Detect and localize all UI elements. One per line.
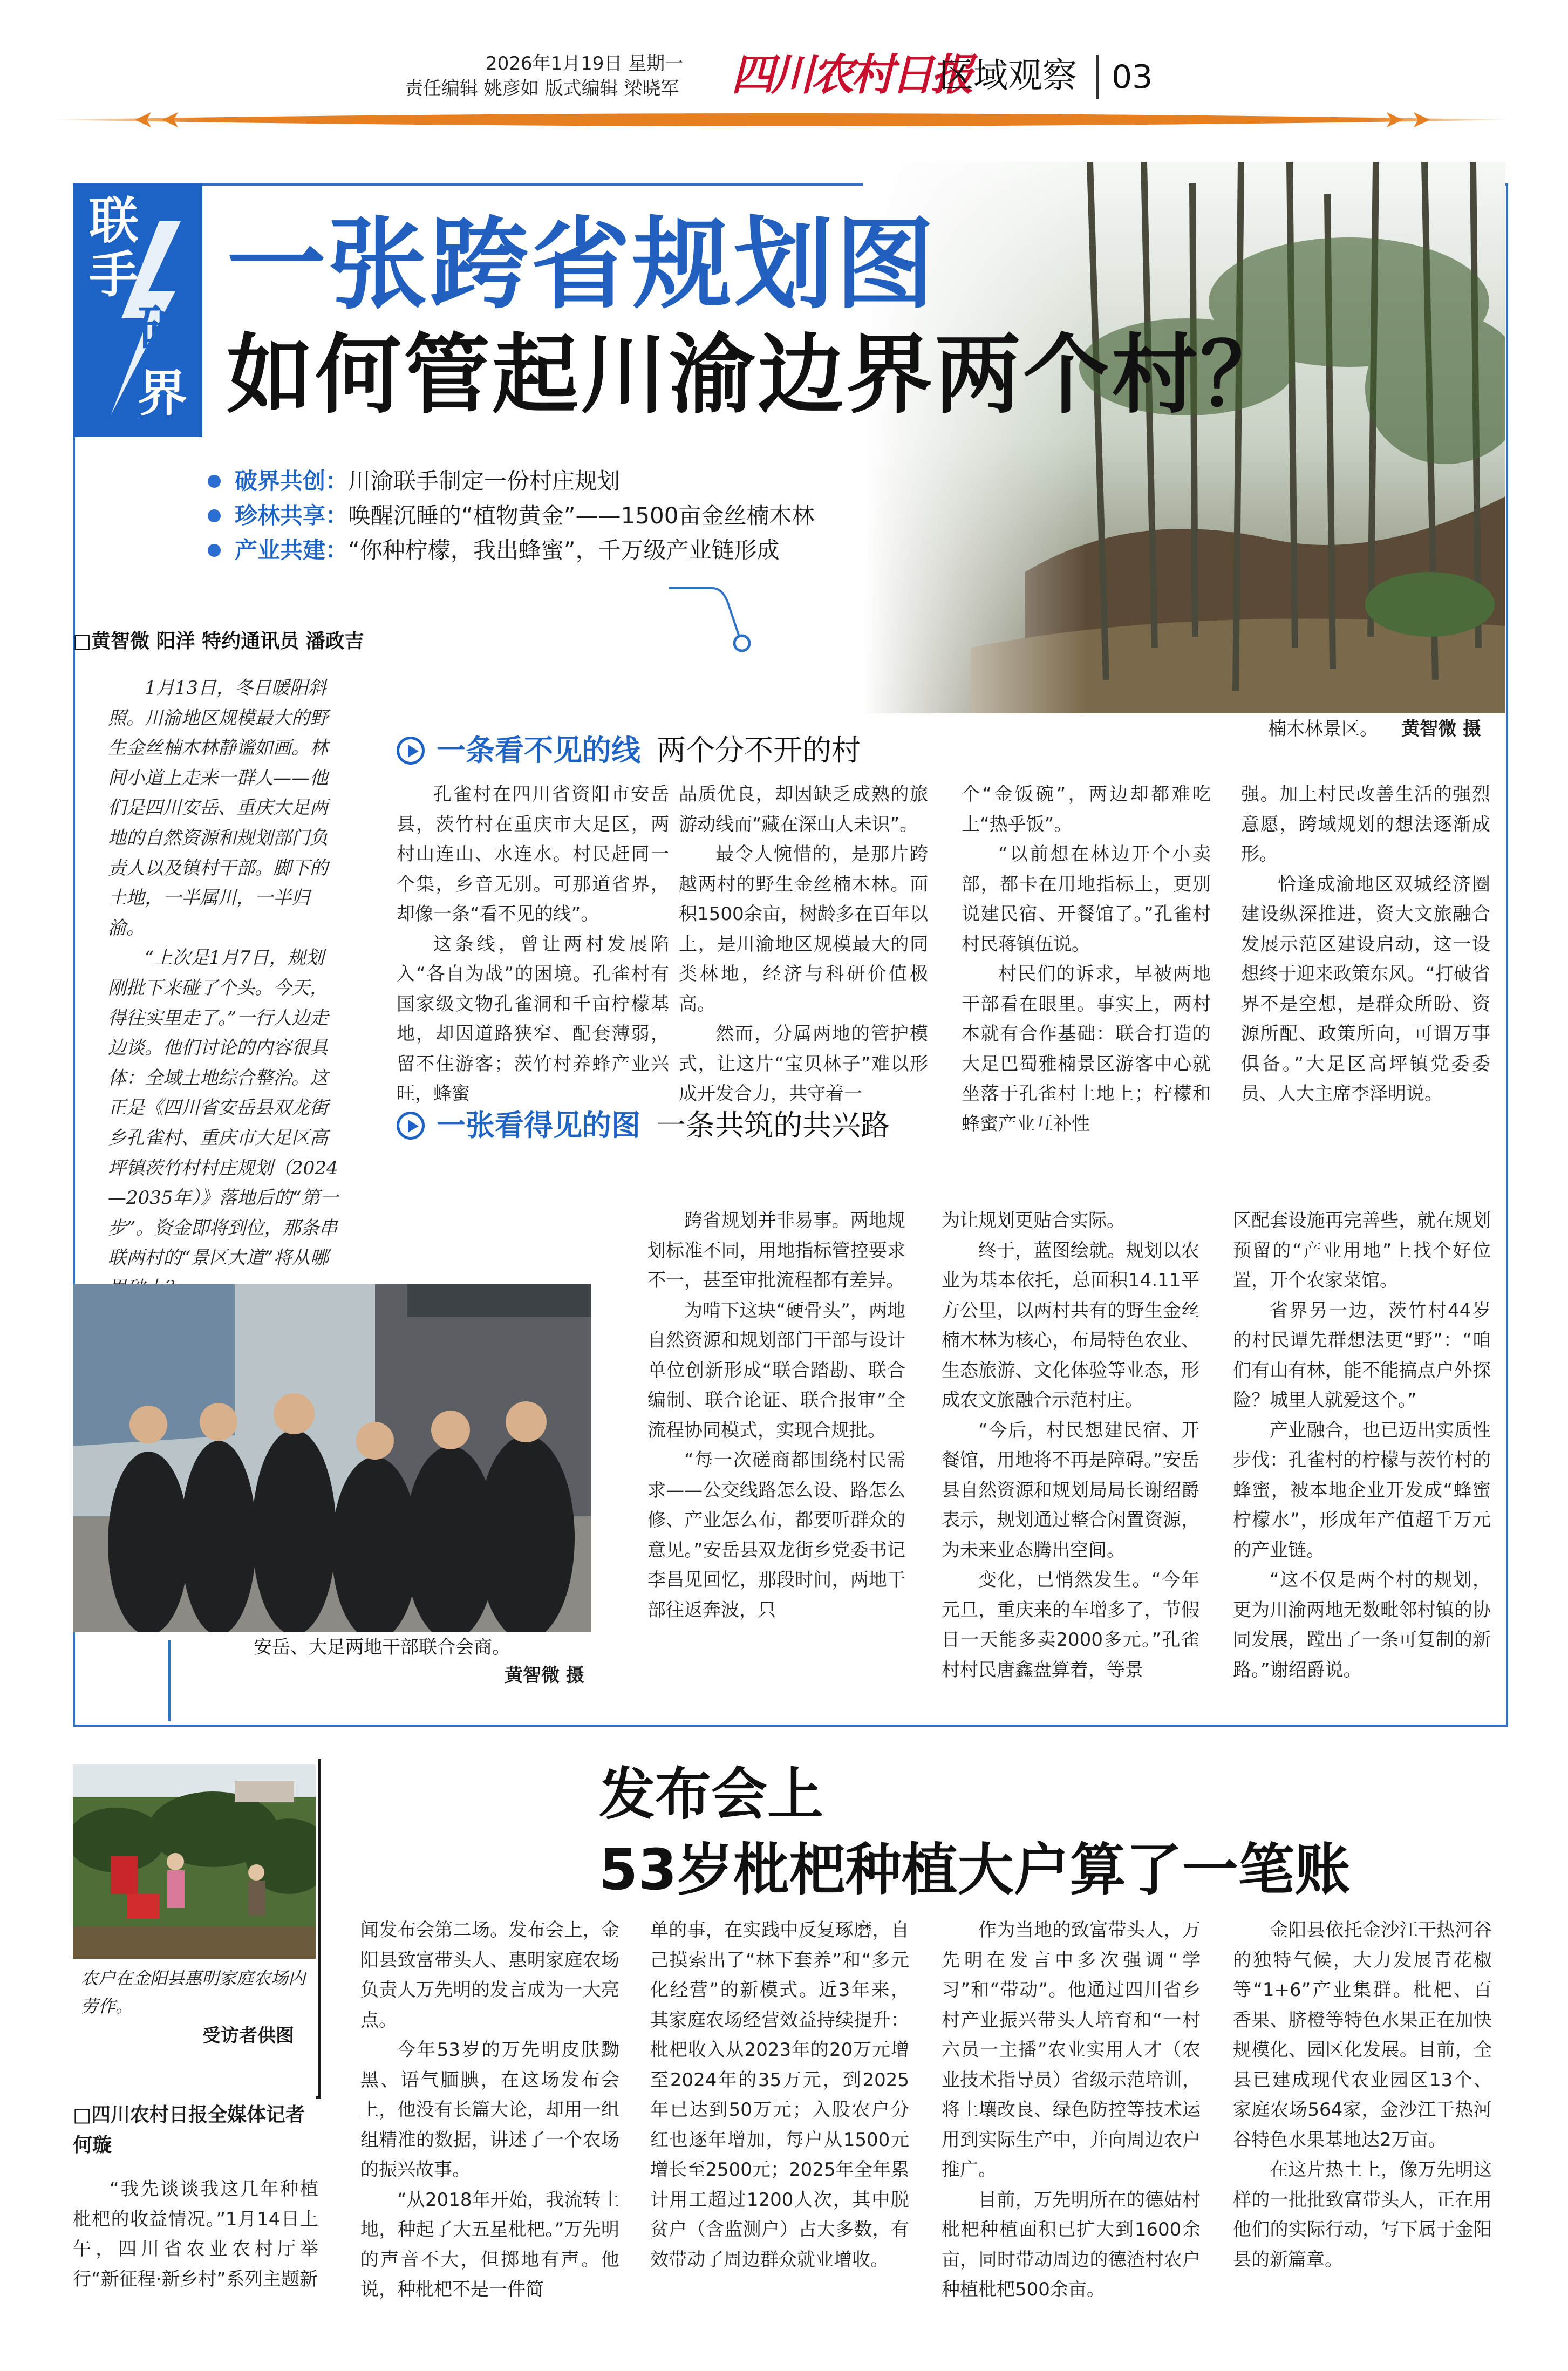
article-column: 金阳县依托金沙江干热河谷的独特气候，大力发展青花椒等“1+6”产业集群。枇杷、百香果、脐橙等特色水果正在加快规模化、园区化发展。目前，全县已建成现代农业园区13个、家庭农场564家，金沙江干热河谷特色水果基地达2万亩。 在这片热土上，像万先明这样的一批批致富带头人，正在用他们的实际行动，写下属于金阳县的新篇章。 (1233, 1919, 1492, 2271)
article-column: 为让规划更贴合实际。 终于，蓝图绘就。规划以农业为基本依托，总面积14.11平方公里，以两村共有的野生金丝楠木林为核心，布局特色农业、生态旅游、文化体验等业态，形成农文旅融合示范村庄。 “今后，村民想建民宿、开餐馆，用地将不再是障碍。”安岳县自然资源和规划局局长谢绍爵表示，规划通过整合闲置资源，为未来业态腾出空间。 变化，已悄然发生。“今年元旦，重庆来的车增多了，节假日一天能多卖2000多元。”孔雀村村民唐鑫盘算着，等景 (942, 1210, 1199, 1681)
article-column: 闻发布会第二场。发布会上，金阳县致富带头人、惠明家庭农场负责人万先明的发言成为一大亮点。 今年53岁的万先明皮肤黝黑、语气腼腆，在这场发布会上，他没有长篇大论，却用一组组精准的数据，讲述了一个农场的振兴故事。 “从2018年开始，我流转土地，种起了大五星枇杷。”万先明的声音不大，但掷地有声。他说，种枇杷不是一件简 (360, 1919, 619, 2300)
frame-connector (168, 1640, 171, 1721)
headline-2-line2: 53岁枇杷种植大户算了一笔账 (599, 1837, 1351, 1903)
article-column: 跨省规划并非易事。两地规划标准不同，用地指标管控要求不一，甚至审批流程都有差异。 为啃下这块“硬骨头”，两地自然资源和规划部门干部与设计单位创新形成“联合踏勘、联合编制、联合论证、联合报审”全流程协同模式，实现合规批。 “每一次磋商都围绕村民需求——公交线路怎么设、路怎么修、产业怎么布，都要听群众的意见。”安岳县双龙街乡党委书记李昌见回忆，那段时间，两地干部往返奔波，只 (647, 1210, 905, 1621)
article-column: 强。加上村民改善生活的强烈意愿，跨域规划的想法逐渐成形。 恰逢成渝地区双城经济圈建设纵深推进，资大文旅融合发展示范区建设启动，这一设想终于迎来政策东风。“打破省界不是空想，是群众所盼、资源所配、政策所向，可谓万事俱备。”大足区高坪镇党委委员、人大主席李泽明说。 (1241, 783, 1490, 1105)
byline-2: □四川农村日报全媒体记者 何璇 (73, 2104, 305, 2156)
headline-line2: 如何管起川渝边界两个村？ (227, 324, 1289, 425)
summary-bullets (208, 464, 814, 568)
issue-date: 2026年1月19日 星期一 (486, 53, 684, 74)
article-column: “我先谈谈我这几年种植枇杷的收益情况。”1月14日上午，四川省农业农村厅举行“新征程·新乡村”系列主题新 (73, 2178, 318, 2290)
summary-bullet: 珍林共享：唤醒沉睡的“植物黄金”——1500亩金丝楠木林 (208, 499, 814, 533)
section-name: 区域观察 (939, 56, 1077, 96)
byline: □黄智微 阳洋 特约通讯员 潘政吉 (73, 630, 364, 652)
article-column: 个“金饭碗”，两边却都难吃上“热乎饭”。 “以前想在林边开个小卖部，都卡在用地指标上，更别说建民宿、开餐馆了。”孔雀村村民蒋镇伍说。 村民们的诉求，早被两地干部看在眼里。事实上，两村本就有合作基础：联合打造的大足巴蜀雅楠景区游客中心就坐落于孔雀村土地上；柠檬和蜂蜜产业互补性 (962, 783, 1211, 1135)
farm-photo (73, 1764, 316, 1959)
play-icon (397, 1112, 425, 1140)
summary-bullet: 破界共创：川渝联手制定一份村庄规划 (208, 464, 814, 499)
series-char: 界 (138, 365, 188, 423)
article-column: 单的事，在实践中反复琢磨，自己摸索出了“林下套养”和“多元化经营”的新模式。近3年来，其家庭农场经营效益持续提升：枇杷收入从2023年的20万元增至2024年的35万元，到2025年已达到50万元；入股农户分红也逐年增加，每户从1500元增长至2500元；2025年全年累计用工超过1200人次，其中脱贫户（含监测户）占大多数，有效带动了周边群众就业增收。 (650, 1919, 909, 2271)
connector-line (669, 583, 863, 669)
series-char: 手 (89, 246, 139, 304)
article-column: 孔雀村在四川省资阳市安岳县，茨竹村在重庆市大足区，两村山连山、水连水。村民赶同一个集，乡音无别。可那道省界，却像一条“看不见的线”。 这条线，曾让两村发展陷入“各自为战”的困境。孔雀村有国家级文物孔雀洞和千亩柠檬基地，却因道路狭窄、配套薄弱，留不住游客；茨竹村养蜂产业兴旺，蜂蜜 (397, 783, 669, 1105)
play-icon (397, 737, 425, 765)
subhead-1: 一条看不见的线 两个分不开的村 (397, 728, 861, 772)
photo-caption: 安岳、大足两地干部联合会商。 (254, 1637, 510, 1658)
meeting-photo (73, 1284, 591, 1632)
photo-credit: 黄智微 摄 (505, 1665, 584, 1686)
headline-2-line1: 发布会上 (599, 1761, 824, 1827)
editors-credit: 责任编辑 姚彦如 版式编辑 梁晓军 (405, 78, 679, 99)
series-char: 联 (89, 192, 139, 250)
article-column: 品质优良，却因缺乏成熟的旅游动线而“藏在深山人未识”。 最令人惋惜的，是那片跨越两村的野生金丝楠木林。面积1500余亩，树龄多在百年以上，是川渝地区规模最大的同类林地，经济与科研价值极高。 然而，分属两地的管护模式，让这片“宝贝林子”难以形成开发合力，共守着一 (679, 783, 928, 1105)
masthead-logo: 四川农村日报 (731, 49, 971, 100)
photo-caption: 楠木林景区。 黄智微 摄 (1268, 718, 1482, 740)
photo-credit: 受访者供图 (202, 2025, 294, 2047)
page-number: 03 (1112, 58, 1153, 96)
subhead-2: 一张看得见的图 一条共筑的共兴路 (397, 1103, 890, 1147)
header-divider (1096, 55, 1099, 99)
headline-line1: 一张跨省规划图 (227, 206, 937, 323)
photo-caption: 农户在金阳县惠明家庭农场内劳作。 (81, 1968, 306, 2016)
article-column: 区配套设施再完善些，就在规划预留的“产业用地”上找个好位置，开个农家菜馆。 省界另一边，茨竹村44岁的村民谭先群想法更“野”：“咱们有山有林，能不能搞点户外探险？城里人就爱这个。” 产业融合，也已迈出实质性步伐：孔雀村的柠檬与茨竹村的蜂蜜，被本地企业开发成“蜂蜜柠檬水”，形成年产值超千万元的产业链。 “这不仅是两个村的规划，更为川渝两地无数毗邻村镇的协同发展，蹚出了一条可复制的新路。”谢绍爵说。 (1233, 1210, 1491, 1681)
summary-bullet: 产业共建：“你种柠檬，我出蜂蜜”，千万级产业链形成 (208, 533, 814, 568)
series-char: 破 (138, 300, 188, 358)
forest-photo (863, 162, 1505, 713)
ornament-bar (54, 109, 1511, 131)
intro-text: 1月13日，冬日暖阳斜照。川渝地区规模最大的野生金丝楠木林静谧如画。林间小道上走来一群人——他们是四川安岳、重庆大足两地的自然资源和规划部门负责人以及镇村干部。脚下的土地，一半属川，一半归渝。 “上次是1月7日，规划刚批下来碰了个头。今天，得往实里走了。”一行人边走边谈。他们讨论的内容很具体：全域土地综合整治。这正是《四川省安岳县双龙街乡孔雀村、重庆市大足区高坪镇茨竹村村庄规划（2024—2035年）》落地后的“第一步”。资金即将到位，那条串联两村的“景区大道”将从哪 (108, 677, 338, 1269)
series-badge (73, 183, 202, 437)
article-column: 作为当地的致富带头人，万先明在发言中多次强调“学习”和“带动”。他通过四川省乡村产业振兴带头人培育和“一村六员一主播”农业实用人才（农业技术指导员）省级示范培训，将土壤改良、绿色防控等技术运用到实际生产中，并向周边农户推广。 目前，万先明所在的德姑村枇杷种植面积已扩大到1600余亩，同时带动周边的德渣村农户种植枇杷500余亩。 (942, 1919, 1201, 2300)
